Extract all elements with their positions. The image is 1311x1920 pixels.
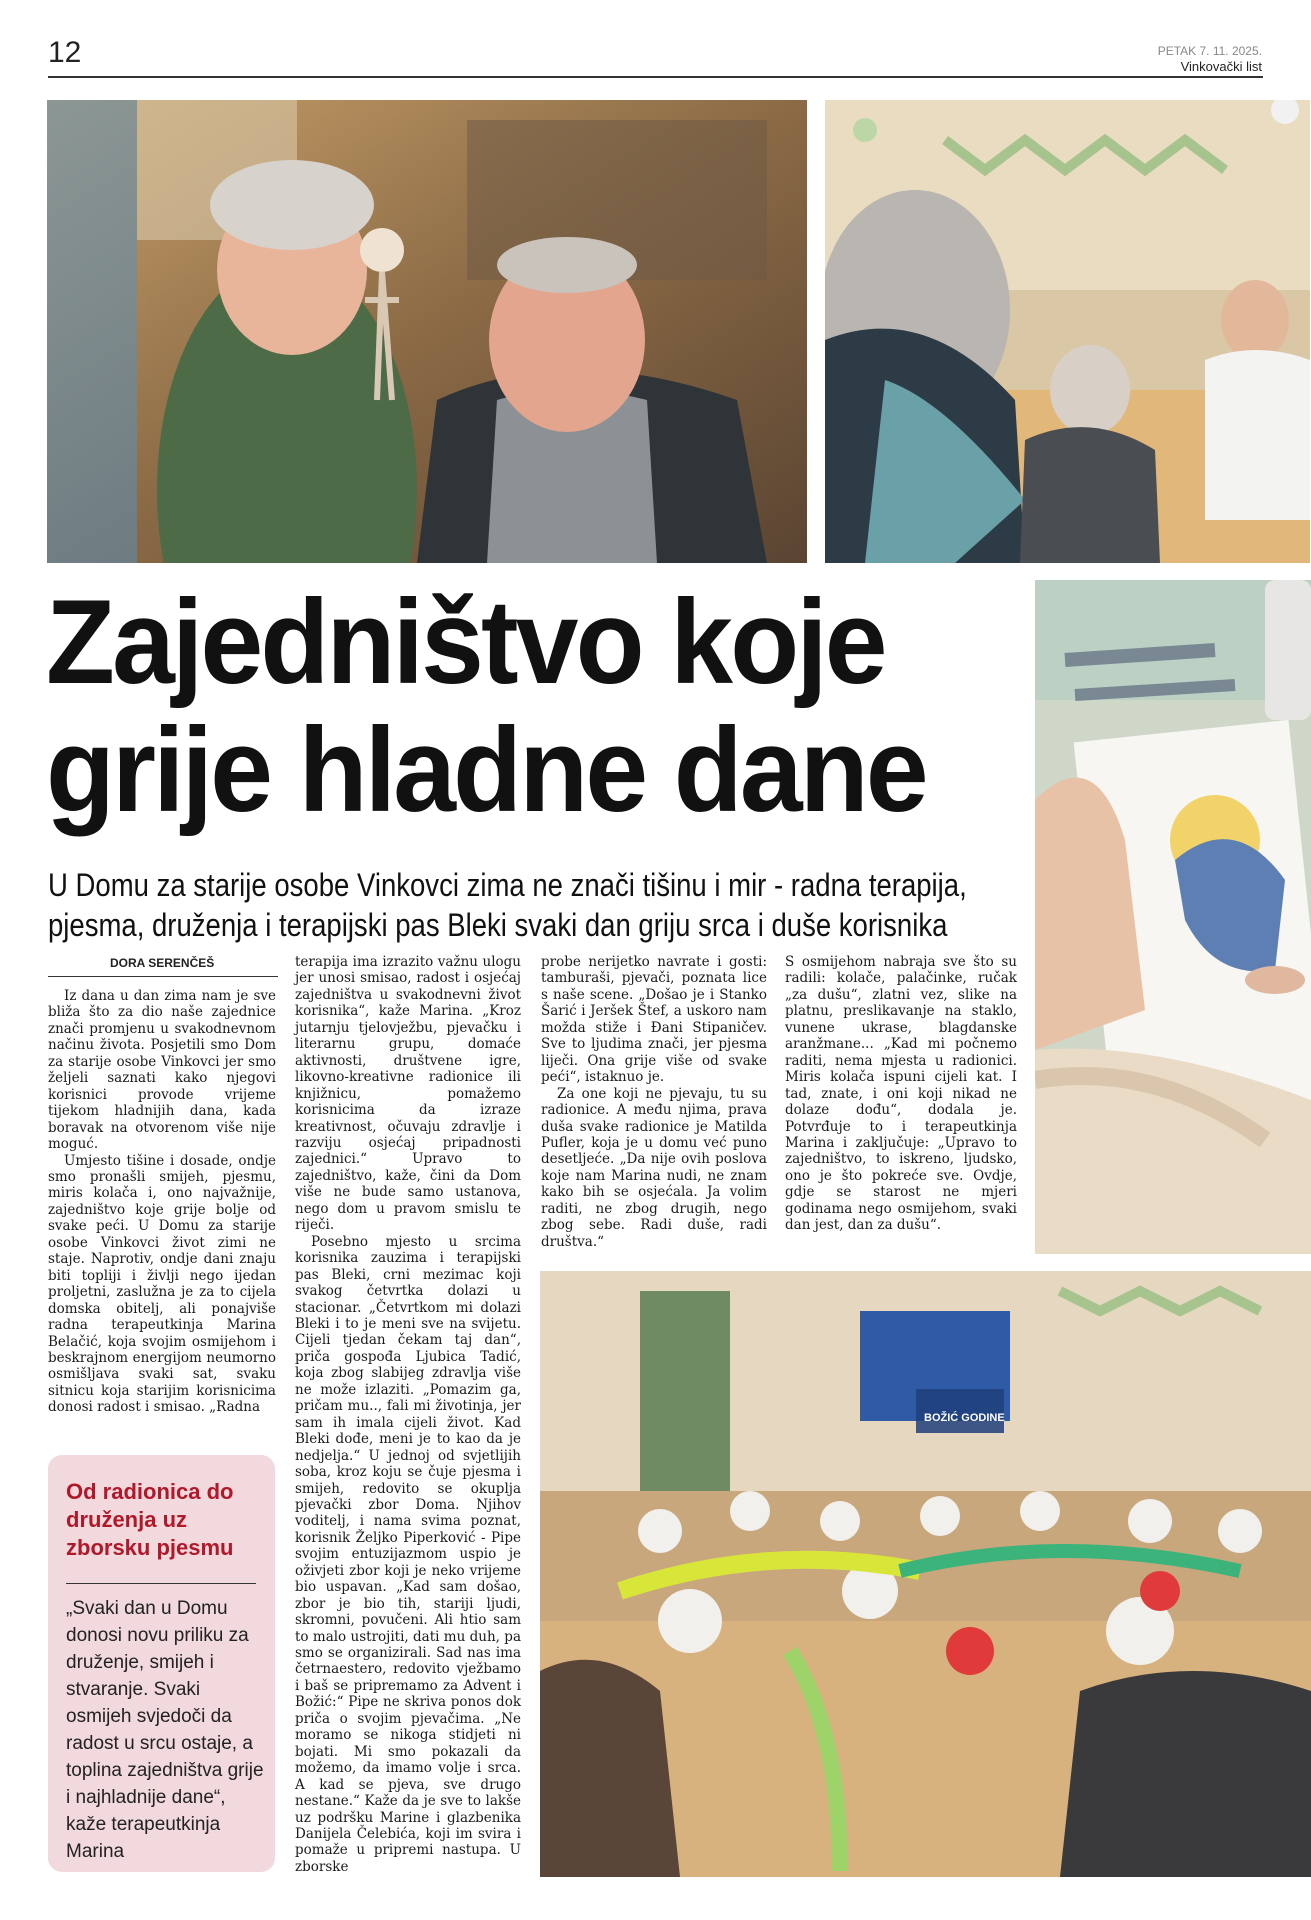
paragraph: Posebno mjesto u srcima korisnika zauzima i terapijski pas Bleki, crni mezimac koji svakog četvrtka dolazi u stacionar. „Četvrtkom mi dolazi Bleki i to je meni sve na svijetu. Cijeli tjedan čekam taj dan“, priča gospođa Ljubica Tadić, koja zbog slabijeg zdravlja više ne može izlaziti. „Pomazim ga, pričam mu.., fali mi životinja, jer sam ih imala cijeli život. Kad Bleki dođe, meni je to kao da je nedjelja.“ U jednoj od svjetlijih soba, kroz koju se čuje pjesma i smijeh, redovito se okuplja pjevački zbor Doma. Njihov voditelj, i nama svima poznat, korisnik Željko Piperković - Pipe svojim entuzijazmom uspio je oživjeti zbor koji je neko vrijeme bio uspavan. „Kad sam došao, zbor je bio tih, stariji ljudi, skromni, povučeni. Ali htio sam to malo ustrojiti, dati mu duh, pa smo se organizirali. Sad nas ima četrnaestero, redovito vježbamo i baš se pripremamo za Advent i Božić:“ Pipe ne skriva ponos dok priča o svojim pjevačima. „Ne moramo se nikoga stidjeti ni bojati. Mi smo pokazali da možemo, da imamo volje i srca. A kad se pjeva, sve drugo nestane.“ Kaže da je sve to lakše uz podršku Marine i glazbenika Danijela Čelebića, koji im svira i pomaže u pripremi nastupa. U zborske [295,1233,521,1875]
paragraph: probe nerijetko navrate i gosti: tamburaši, pjevači, poznata lice s naše scene. „Došao je i Stanko Šarić i Jeršek Štef, a uskoro nam možda stiže i Đani Stipaničev. Sve to ljudima znači, jer pjesma liječi. Ona grije više od svake peći“, istaknuo je. [541,954,767,1086]
byline: DORA SERENČEŠ [110,956,215,970]
article-column-2 [295,954,521,1875]
article-column-4 [785,954,1017,1234]
sidebar-title: Od radionica do druženja uz zborsku pjesmu [66,1479,234,1560]
headline [46,575,967,837]
photo-bottom [540,1271,1311,1877]
paragraph: S osmijehom nabraja sve što su radili: kolače, palačinke, ručak „za dušu“, zlatni vez, slike na platnu, preslikavanje na staklo, vunene ukrase, blagdanske aranžmane... „Kad mi počnemo raditi, nema mjesta u radionici. Miris kolača ispuni cijeli kat. I tad, znate, i oni koji nikad ne dolaze dođu“, dodala je. Potvrđuje to i terapeutkinja Marina i zaključuje: „Upravo to zajedništvo, to iskreno, ljudsko, ono je što pokreće sve. Ovdje, gdje se starost ne mjeri godinama nego osmijehom, svaki dan jest, dan za dušu“. [785,954,1017,1234]
sidebar-quote: „Svaki dan u Domu donosi novu priliku za druženje, smijeh i stvaranje. Svaki osmijeh svjedoči da radost u srcu ostaje, a toplina zajedništva grije i najhladnije dane“, kaže terapeutkinja Marina [66,1598,264,1862]
photo-right-middle [1035,580,1311,1254]
newspaper-name: Vinkovački list [1180,59,1262,74]
paragraph: Umjesto tišine i dosade, ondje smo pronašli smijeh, pjesmu, miris kolača i, ono najvažnije, zajedništvo koje grije bolje od svake peći. U Domu za starije osobe Vinkovci život zimi ne staje. Naprotiv, ondje dani znaju biti topliji i življi nego ijedan proljetni, zaslužna je za to cijela domska obitelj, ali ponajviše radna terapeutkinja Marina Belačić, koja svojim osmijehom i beskrajnom energijom neumorno osmišljava svaki sat, svaku sitnicu koja starijim korisnicima donosi radost i smisao. „Radna [48,1152,276,1416]
header-rule [48,76,1263,78]
photo-top-right [825,100,1310,563]
photo-top-left [47,100,807,563]
paragraph: Iz dana u dan zima nam je sve bliža što za dio naše zajednice znači promjenu u svakodnevnom načinu života. Posjetili smo Dom za starije osobe Vinkovci jer smo željeli saznati kako njegovi korisnici provode vrijeme tijekom hladnijih dana, kada boravak na otvorenom više nije moguć. [48,988,276,1153]
page-number: 12 [48,36,82,69]
headline-line-2: grije hladne dane [46,703,926,837]
sidebar-rule [66,1583,256,1584]
christmas-sign [916,1389,1005,1433]
headline-line-1: Zajedništvo koje [46,575,885,709]
issue-date: PETAK 7. 11. 2025. [1157,44,1262,58]
article-column-3 [541,954,767,1250]
paragraph: Za one koji ne pjevaju, tu su radionice. A među njima, prava duša svake radionice je Matilda Pufler, koja je u domu već puno desetljeće. „Da nije ovih poslova koje nam Marina nudi, ne znam kako bih se osjećala. Ja volim raditi, ne zbog drugih, nego zbog sebe. Radi duše, radi društva.“ [541,1085,767,1250]
subheadline [48,865,967,945]
subhead-line-2: pjesma, druženja i terapijski pas Bleki svaki dan griju srca i duše korisnika [48,907,948,943]
svg-text:BOŽIĆ GODINE: BOŽIĆ GODINE [924,1412,1005,1424]
subhead-line-1: U Domu za starije osobe Vinkovci zima ne znači tišinu i mir - radna terapija, [48,867,967,903]
byline-rule [48,976,278,977]
paragraph: terapija ima izrazito važnu ulogu jer unosi smisao, radost i osjećaj zajedništva u svakodnevni život korisnika“, kaže Marina. „Kroz jutarnju tjelovježbu, pjevačku i literarnu grupu, domaće aktivnosti, društvene igre, likovno-kreativne radionice ili knjižnicu, pomažemo korisnicima da izraze kreativnost, očuvaju zdravlje i razviju osjećaj pripadnosti zajednici.“ Upravo to zajedništvo, kaže, čini da Dom više ne bude samo ustanova, nego dom u pravom smislu te riječi. [295,954,521,1234]
article-column-1 [48,988,276,1416]
